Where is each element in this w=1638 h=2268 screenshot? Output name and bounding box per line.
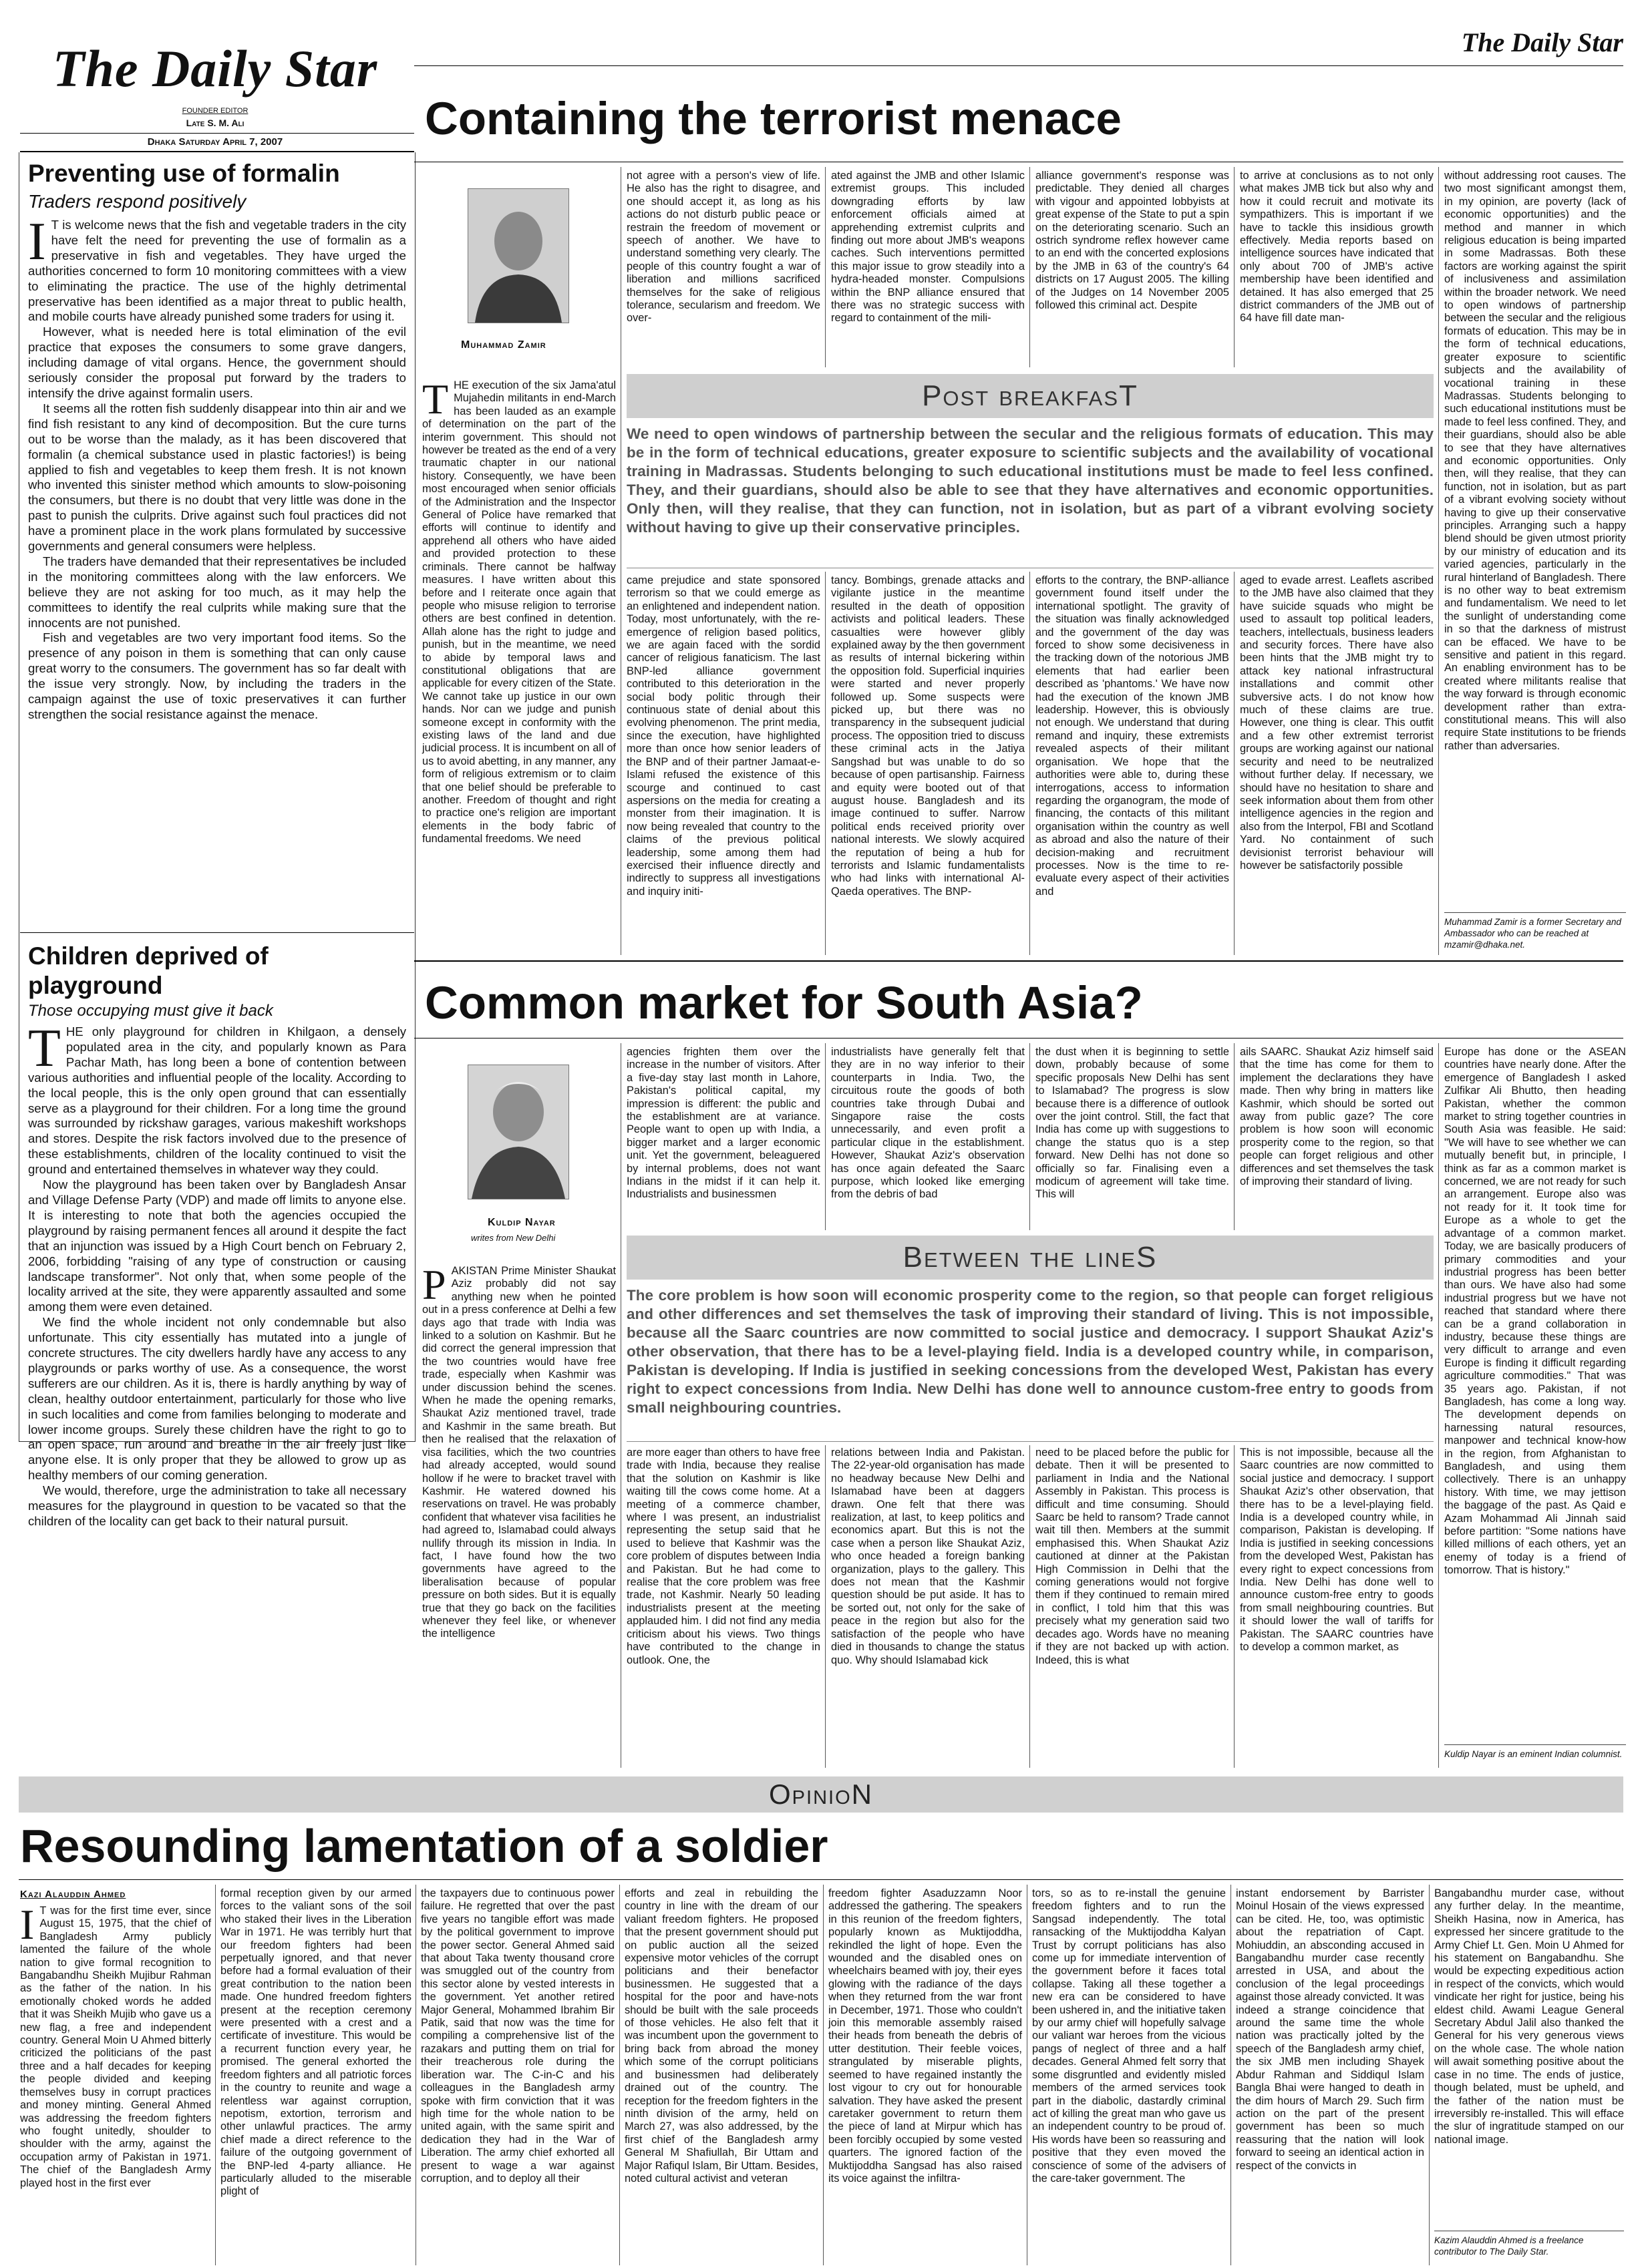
article1-col5-top	[1240, 170, 1434, 367]
paragraph: T is welcome news that the fish and vegetable traders in the city have felt the need for preventing the use of formalin as a preservative in fish and vegetables. They have urged the authorities concerned to form 10 monitoring committees with a view to eliminating the practice. The use of the highly detrimental preservative has been identified as a major threat to public health, and mobile courts have already punished some traders for using it.	[28, 218, 406, 324]
paragraph: We find the whole incident not only condemnable but also unfortunate. This city essentially has mutated into a jungle of concrete structures. The city dwellers hardly have any access to any playgrounds or parks worthy of use. As a consequence, the worst sufferers are our children. As it is, there is hardly anything by way of clean, healthy outdoor entertainment, particularly for those who live in such localities and come from families belonging to moderate and lower income groups. Surely these children have the right to go to an open space, run around and breathe in the air freely just like anyone else. It is only proper that they be allowed to grow up as healthy members of our coming generation.	[28, 1315, 406, 1483]
paragraph: We would, therefore, urge the administration to take all necessary measures for the playground in question to be vacated so that the children of the locality can get back to their natural pursuit.	[28, 1483, 406, 1528]
article2-title: Common market for South Asia?	[425, 977, 1143, 1028]
article3-author: Kazi Alauddin Ahmed	[20, 1889, 126, 1900]
article2-footnote: Kuldip Nayar is an eminent Indian columnist.	[1444, 1749, 1623, 1759]
article1-pullquote: We need to open windows of partnership between the secular and the religious formats of education. This may be in the form of technical educations, greater exposure to scientific subjects and the availability of vocational training in Madrassas. Students belonging to such educational institutions must be made to feel less confined. They, and their guardians, should also be able to see that they have alternatives and economic opportunities. Only then, will they realise, that they can function, not in isolation, but as part of a vibrant evolving society without having to give up their conservative principles.	[627, 425, 1434, 536]
author-photo	[468, 1065, 569, 1199]
article1-col3-bot	[831, 574, 1025, 954]
paragraph: However, what is needed here is total elimination of the evil practice that exposes the consumers to some grave dangers, including damage of vital organs. Hence, the government should seriously consider the proposal put forward by the traders to intensify the drive against formalin users.	[28, 325, 406, 400]
article3-col3	[421, 1887, 615, 2263]
article2-col3-bot	[831, 1447, 1025, 1766]
paragraph: industrialists have generally felt that they are in no way inferior to their counterparts in India. Two, the circuitous route the goods of both countries take through Dubai and Singapore raise the costs unnecessarily, and even profit a particular clique in the establishment. However, Shaukat Aziz's observation has once again defeated the Saarc purpose, which looked like emerging from the debris of bad	[831, 1046, 1025, 1201]
paragraph: ated against the JMB and other Islamic extremist groups. This included downgrading efforts by law enforcement officials aimed at apprehending extremist culprits and finding out more about JMB's weapons caches. Such interventions permitted this major issue to grow steadily into a hydra-headed monster. Compulsions within the BNP alliance ensured that there was no strategic success with regard to containment of the mili-	[831, 170, 1025, 325]
article3-col5	[828, 1887, 1022, 2263]
article1-col4-bot	[1035, 574, 1229, 954]
masthead-logo-small: The Daily Star	[1461, 27, 1623, 57]
article1-col6	[1444, 170, 1626, 904]
article3-col7	[1236, 1887, 1424, 2263]
article2-col4-top	[1035, 1046, 1229, 1229]
opinion-label: OpinioN	[769, 1778, 873, 1810]
editorial1-subtitle: Traders respond positively	[28, 191, 247, 212]
dropcap: P	[422, 1261, 446, 1308]
editorial2-body	[28, 1019, 406, 1528]
article1-col3-top	[831, 170, 1025, 367]
article1-col4-top	[1035, 170, 1229, 367]
paragraph: relations between India and Pakistan. The 22-year-old organisation has made no headway because New Delhi and Islamabad have been at daggers drawn. One felt that there was realization, at last, to keep politics and economics apart. But this is not the case when a person like Shaukat Aziz, who once headed a foreign banking organization, plays to the gallery. This does not mean that the Kashmir question should be put aside. It has to be sorted out, not only for the sake of peace in the region but also for the satisfaction of the people who have died in thousands to change the status quo. Why should Islamabad kick	[831, 1447, 1025, 1666]
author-photo	[468, 188, 569, 323]
paragraph: the taxpayers due to continuous power failure. He regretted that over the past five years no tangible effort was made by the political government to improve the power sector. General Ahmed said that about Taka twenty thousand crore was smuggled out of the country from this sector alone by vested interests in the government. Yet another retired Major General, Mohammed Ibrahim Bir Patik, said that now was the time for compiling a comprehensive list of the razakars and putting them on trial for their treacherous role during the liberation war. The C-in-C and his colleagues in the Bangladesh army spoke with firm conviction that it was high time for the whole nation to be united again, with the same spirit and dedication they had in the War of Liberation. The army chief exhorted all present to wage a war against corruption, and to deploy all their	[421, 1887, 615, 2185]
article2-author: Kuldip Nayar	[488, 1217, 556, 1228]
article3-col2	[220, 1887, 412, 2263]
paragraph: AKISTAN Prime Minister Shaukat Aziz probably did not say anything new when he pointed out in a press conference at Delhi a few days ago that trade with India was linked to a solution on Kashmir. But he did correct the general impression that the two countries would have free trade, especially when Kashmir was under discussion behind the scenes. When he made the opening remarks, Shaukat Aziz mentioned travel, trade and Kashmir in the same breath. But then he realised that the relaxation of visa facilities, which the two countries had already accepted, would sound hollow if he were to bracket travel with Kashmir. He watered downed his reservations on travel. He was probably confident that whatever visa facilities he had agreed to, Islamabad could always nullify through its mission in India. In fact, I have found how the two governments have agreed to the liberalisation because of popular pressure on both sides. But it is equally true that they go back on the facilities whenever they feel like, or whenever the intelligence	[422, 1265, 616, 1640]
article2-col3-top	[831, 1046, 1025, 1229]
paragraph: HE execution of the six Jama'atul Mujahedin militants in end-March has been lauded as an example of determination on the part of the interim government. This should not however be treated as the end of a very traumatic chapter in our national history. Consequently, we have been most encouraged when senior officials of the Administration and the Inspector General of Police have remarked that efforts will continue to identify and apprehend all others who have aided and provided protection to these criminals. There cannot be halfway measures. I have written about this before and I reiterate once again that people who misuse religion to terrorise others are best confined in detention. Allah alone has the right to judge and punish, but in the meantime, we need to abide by temporal laws and constitutional obligations that are applicable for every citizen of the State. We cannot take up justice in our own hands. Nor can we judge and punish someone except in conformity with the existing laws of the land and due judicial process. It is incumbent on all of us to avoid abetting, in any manner, any form of religious extremism or to claim that one belief should be preferable to another. Freedom of thought and right to practice one's religion are important elements in the body fabric of fundamental freedoms. We need	[422, 379, 616, 845]
paragraph: the dust when it is beginning to settle down, probably because of some specific proposals New Delhi has sent to Islamabad? The progress is slow because there is a difference of outlook over the joint control. Still, the fact that India has come up with suggestions to change the status quo is a step forward. New Delhi has not done so officially so far. Finalising even a modicum of agreement will take time. This will	[1035, 1046, 1229, 1201]
paragraph: need to be placed before the public for debate. Then it will be presented to parliament in India and the National Assembly in Pakistan. This process is difficult and time consuming. Should Saarc be held to ransom? Trade cannot wait till then. Members at the summit emphasised this. When Shaukat Aziz cautioned at dinner at the Pakistan High Commission in Delhi that the coming generations would not forgive them if they continued to remain mired in conflict, I told him that this was precisely what my generation said two decades ago. Words have no meaning if they are not backed up with action. Indeed, this is what	[1035, 1447, 1229, 1666]
between-the-lines-banner	[627, 1236, 1434, 1280]
article1-col2-top	[627, 170, 820, 367]
article1-author: Muhammad Zamir	[461, 339, 546, 351]
article2-col2-bot	[627, 1447, 820, 1766]
paragraph: freedom fighter Asaduzzamn Noor addressed the gathering. The speakers in this reunion of the freedom fighters, popularly known as Muktijoddha, rekindled the light of hope. Even the wounded and the disabled ones on wheelchairs beamed with joy, their eyes glowing with the radiance of the days when they returned from the war front in December, 1971. Those who couldn't join this memorable assembly raised their heads from beneath the debris of utter destitution. Their feeble voices, strangulated by miserable plights, seemed to have regained instantly the lost vigour to cry out for honourable salvation. They have asked the present caretaker government to return them the piece of land at Mirpur which has been forcibly occupied by some vested quarters. The ignored faction of the Muktijoddha Sangsad has also raised its voice against the infiltra-	[828, 1887, 1022, 2185]
article3-title: Resounding lamentation of a soldier	[20, 1820, 828, 1872]
paragraph: alliance government's response was predictable. They denied all charges with vigour and appointed lobbyists at great expense of the State to put a spin on the deteriorating scenario. Such an ostrich syndrome reflex however came to an end with the concerted explosions by the JMB in 63 of the country's 64 districts on 17 August 2005. The killing of the Judges on 14 November 2005 followed this criminal act. Despite	[1035, 170, 1229, 312]
dateline: Dhaka Saturday April 7, 2007	[147, 136, 283, 148]
paragraph: Bangabandhu murder case, without any further delay. In the meantime, Sheikh Hasina, now in America, has expressed her sincere gratitude to the Army Chief Lt. Gen. Moin U Ahmed for his statement on Bangabandhu. She would be expecting expeditious action in respect of the convicts, which would vindicate her right for justice, being his eldest child. Awami League General Secretary Abdul Jalil also thanked the General for his very generous views on the whole case. The whole nation will await something positive about the case in no time. The ends of justice, though belated, must be upheld, and the father of the nation must be irreversibly re-installed. This will efface the slur of ingratitude stamped on our national image.	[1434, 1887, 1624, 2146]
article2-col5-bot	[1240, 1447, 1434, 1766]
article3-col1	[20, 1901, 211, 2263]
article2-col6	[1444, 1046, 1626, 1740]
dropcap: T	[422, 375, 449, 423]
paragraph: not agree with a person's view of life. He also has the right to disagree, and one should accept it, as long as his actions do not disturb public peace or restrain the freedom of movement or speech of another. We have to understand something very clearly. The people of this country fought a war of liberation and millions sacrificed themselves for the sake of religious tolerance, secularism and freedom. We over-	[627, 170, 820, 325]
paragraph: Fish and vegetables are two very important food items. So the presence of any poison in them is something that can only cause great worry to the consumers. The government has so far dealt with the issue very strongly. Now, by including the traders in the campaign against the use of toxic preservatives it can further strengthen the social resistance against the menace.	[28, 630, 406, 721]
post-breakfast-label: Post breakfasT	[922, 379, 1138, 412]
paragraph: came prejudice and state sponsored terrorism so that we could emerge as an enlightened and independent nation. Today, most unfortunately, with the re-emergence of religion based politics, we are again faced with the sordid cancer of religious fanaticism. The last BNP-led alliance government contributed to this deterioration in the social body politic through their continuous state of denial about this evolving phenomenon. The print media, since the execution, have highlighted more than once how senior leaders of the BNP and of their partner Jamaat-e-Islami refused the existence of this scourge and continued to cast aspersions on the media for creating a monster from their imagination. It is now being revealed that country to the claims of the previous political leadership, some among them had exercised their influence directly and indirectly to suppress all investigations and inquiry initi-	[627, 574, 820, 898]
paragraph: are more eager than others to have free trade with India, because they realise that the solution on Kashmir is like waiting till the cows come home. At a meeting of a commerce chamber, where I was present, an industrialist representing the setup said that he used to believe that Kashmir was the core problem of disputes between India and Pakistan. But he had come to realise that the core problem was free trade, not Kashmir. Nearly 50 leading industrialists present at the meeting applauded him. I did not find any media criticism about his views. Two things have contributed to the change in outlook. One, the	[627, 1447, 820, 1666]
opinion-banner	[19, 1776, 1623, 1813]
article2-col5-top	[1240, 1046, 1434, 1229]
paragraph: ails SAARC. Shaukat Aziz himself said that the time has come for them to implement the declarations they have made. Then why bring in matters like Kashmir, which should be sorted out away from public gaze? The core problem is how soon will economic prosperity come to the region, so that people can forget religious and other differences and set themselves the task of improving their standard of living.	[1240, 1046, 1434, 1188]
article2-pullquote: The core problem is how soon will economic prosperity come to the region, so that people can forget religious and other differences and set themselves the task of improving their standard of living. This is not impossible, because all the Saarc countries are now committed to social justice and democracy. I support Shaukat Aziz's other observation, that there has to be a level-playing field. India is a developed country while, in comparison, Pakistan is developing. If India is justified in seeking concessions from the developed West, Pakistan has every right to expect concessions from India. New Delhi has done well to announce custom-free entry to goods from small neighbouring countries.	[627, 1287, 1434, 1416]
paragraph: formal reception given by our armed forces to the valiant sons of the soil who staked their lives in the Liberation War in 1971. He was terribly hurt that our freedom fighters had been perpetually ignored, and that never before had a formal evaluation of their great contribution to the nation been made. One hundred freedom fighters present at the reception ceremony were presented with a crest and a certificate of investiture. This would be a recurrent function every year, he promised. The general exhorted the freedom fighters and all patriotic forces in the country to reunite and wage a relentless war against corruption, nepotism, extortion, terrorism and other unlawful practices. The army chief made a direct reference to the failure of the outgoing government of the BNP-led 4-party alliance. He particularly alluded to the miserable plight of	[220, 1887, 412, 2198]
paragraph: agencies frighten them over the increase in the number of visitors. After a five-day stay last month in Lahore, Pakistan's political capital, my impression is different: the public and the establishment are at variance. People want to open up with India, a bigger market and a larger economic unit. Yet the government, beleaguered by internal problems, does not want Indians in the midst if it can help it. Industrialists and businessmen	[627, 1046, 820, 1201]
paragraph: tancy. Bombings, grenade attacks and vigilante justice in the meantime resulted in the death of opposition activists and political leaders. These casualties were however glibly explained away by the then government as results of internal bickering within the opposition fold. Superficial inquiries were started and never properly followed up. Some suspects were picked up, but there was no transparency in the subsequent judicial process. The opposition tried to discuss these criminal acts in the Jatiya Sangshad but was unable to do so because of open partisanship. Fairness and equity were booted out of that august house. Bangladesh and its image continued to suffer. Narrow political ends received priority over national interests. We slowly acquired the reputation of being a hub for terrorists and Islamic fundamentalists who had links with international Al-Qaeda operatives. The BNP-	[831, 574, 1025, 898]
paragraph: efforts to the contrary, the BNP-alliance government found itself under the international spotlight. The gravity of the situation was finally acknowledged and the government of the day was forced to show some decisiveness in the tracking down of the notorious JMB elements that had earlier been described as 'phantoms.' We have now had the execution of the known JMB leadership. However, this is obviously not enough. We understand that during remand and inquiry, these extremists revealed aspects of their militant organisation. We hope that the authorities were able to, during these interrogations, access to information regarding the organogram, the mode of financing, the contacts of this militant organisation within the country as well as abroad and also the nature of their decision-making and recruitment processes. Now is the time to re-evaluate every aspect of their activities and	[1035, 574, 1229, 898]
article2-col2-top	[627, 1046, 820, 1229]
dropcap: I	[28, 212, 46, 271]
editorial2-subtitle: Those occupying must give it back	[28, 1002, 273, 1020]
dropcap: T	[28, 1019, 61, 1078]
article1-col5-bot	[1240, 574, 1434, 954]
article1-col2-bot	[627, 574, 820, 954]
founder-name: Late S. M. Ali	[186, 118, 244, 128]
article3-footnote: Kazim Alauddin Ahmed is a freelance contributor to The Daily Star.	[1434, 2235, 1584, 2257]
masthead-logo: The Daily Star	[52, 39, 378, 98]
paragraph: This is not impossible, because all the Saarc countries are now committed to social justice and democracy. I support Shaukat Aziz's other observation, that there has to be a level-playing field. India is a developed country while, in comparison, Pakistan is developing. If India is justified in seeking concessions from the developed West, Pakistan has every right to expect concessions from India. New Delhi has done well to announce custom-free entry to goods from small neighbouring countries. But it should lower the wall of tariffs for Pakistan. The SAARC countries have to develop a common market, as	[1240, 1447, 1434, 1654]
editorial1-body	[28, 212, 406, 867]
article3-col6	[1032, 1887, 1226, 2263]
article3-col8	[1434, 1887, 1624, 2215]
article2-author-note: writes from New Delhi	[471, 1233, 556, 1243]
paragraph: tors, so as to re-install the genuine freedom fighters and to run the Sangsad independently. The total ransacking of the Muktijoddha Kalyan Trust by corrupt politicians has also come up for immediate intervention of the government before it faces total collapse. Taking all these together a new era can be considered to have been ushered in, and the initiative taken by our army chief will hopefully salvage our valiant war heroes from the vicious pangs of neglect of three and a half decades. General Ahmed felt sorry that some disgruntled and evidently misled members of the armed services took part in the diabolic, dastardly criminal act of killing the great man who gave us an independent country to be proud of. His words have been so reassuring and positive that they even moved the conscience of some of the advisers of the care-taker government. The	[1032, 1887, 1226, 2185]
editorial1-title: Preventing use of formalin	[28, 160, 340, 187]
article2-col1	[422, 1261, 616, 1766]
editorial2-title: Children deprived of playground	[28, 942, 269, 999]
article3-col4	[625, 1887, 818, 2263]
article1-footnote: Muhammad Zamir is a former Secretary and Ambassador who can be reached at mzamir@dhaka.net.	[1444, 917, 1621, 950]
paragraph: aged to evade arrest. Leaflets ascribed to the JMB have also claimed that they have suicide squads who might be used to assault top political leaders, teachers, intellectuals, business leaders and security forces. There have also been hints that the JMB might try to attack key national infrastructural installations and commit other subversive acts. I do not know how much of these claims are true. However, one thing is clear. This outfit and a few other extremist terrorist groups are working against our national security and need to be neutralized without further delay. If necessary, we should have no hesitation to share and seek information about them from other intelligence agencies in the region and also from the Interpol, FBI and Scotland Yard. No containment of such devisionist terrorist behaviour will however be satisfactorily possible	[1240, 574, 1434, 872]
paragraph: instant endorsement by Barrister Moinul Hosain of the views expressed can be cited. He, too, was optimistic about the repatriation of Capt. Mohiuddin, an absconding accused in Bangabandhu murder case recently arrested in USA, and about the conclusion of the legal proceedings against those already convicted. It was indeed a strange coincidence that around the same time the whole nation was practically jolted by the speech of the Bangladesh army chief, the six JMB men including Shayek Abdur Rahman and Siddiqul Islam Bangla Bhai were hanged to death in the dim hours of March 29. Such firm action on the part of the present government has been so much reassuring that the nation will look forward to seeing an identical action in respect of the convicts in	[1236, 1887, 1424, 2172]
paragraph: efforts and zeal in rebuilding the country in line with the dream of our valiant freedom fighters. He proposed that the present government should put on public auction all the seized expensive motor vehicles of the corrupt politicians and their benefactor businessmen. He suggested that a hospital for the poor and have-nots should be built with the sale proceeds of those vehicles. He also felt that it was incumbent upon the government to bring back from abroad the money which some of the corrupt politicians and businessmen had deliberately drained out of the country. The reception for the freedom fighters in the ninth division of the army, held on March 27, was also addressed, by the first chief of the Bangladesh army General M Shafiullah, Bir Uttam and Major Rafiqul Islam, Bir Uttam. Besides, noted cultural activist and veteran	[625, 1887, 818, 2185]
paragraph: without addressing root causes. The two most significant amongst them, in my opinion, are poverty (lack of economic opportunities) and the method and manner in which religious education is being imparted in some Madrassas. Both these factors are working against the spirit of inclusiveness and assimilation within the broader network. We need to open windows of partnership between the secular and the religious formats of education. This may be in the form of technical educations, greater exposure to scientific subjects and the availability of vocational training in these Madrassas. Students belonging to such educational institutions must be made to feel less confined. They, and their guardians, should also be able to see that they have alternatives and economic opportunities. Only then, will they realise, that they can function, not in isolation, but as part of a vibrant evolving society without having to give up their conservative principles. Arranging such a happy blend should be given utmost priority by our ministry of education and its varied agencies, particularly in the rural hinterland of Bangladesh. There is no other way to beat extremism and fundamentalism. We need to let the sunlight of understanding come in so that the darkness of mistrust can be effaced. We have to be sensitive and patient in this regard. An enabling environment has to be created where militants realise that the way forward is through economic development rather than extra-constitutional means. This will also require State institutions to be friends rather than adversaries.	[1444, 170, 1626, 752]
article1-title: Containing the terrorist menace	[425, 93, 1122, 144]
paragraph: It seems all the rotten fish suddenly disappear into thin air and we find fish resistant to any kind of decomposition. But the cure turns out to be worse than the malady, as it has been discovered that formalin (a chemical substance used in plastic factories!) is being applied to fish and vegetables to keep them fresh. It is not known who invented this sinister method which amounts to slow-poisoning the consumers, but there is no doubt that very little was done in the past to punish the culprits. Drive against such foul practices did not have a prominent place in the work plans formulated by successive governments and general consumers were helpless.	[28, 401, 406, 554]
founder-label: FOUNDER EDITOR	[182, 107, 249, 115]
article2-col4-bot	[1035, 1447, 1229, 1766]
paragraph: Europe has done or the ASEAN countries have nearly done. After the emergence of Bangladesh I asked Zulfikar Ali Bhutto, then heading Pakistan, whether the common market to string together countries in South Asia was feasible. He said: "We will have to see whether we can mutually benefit but, in principle, I think as far as a common market is concerned, we are not ready for such an arrangement. Europe also was not ready for it. It took time for Europe as a whole to get the advantage of a common market. Today, we are basically producers of primary commodities and your industrial progress has been better than ours. We have also had some industrial progress but we have not reached that standard where there can be a grand collaboration in industry, because these things are very difficult to arrange and even Europe is finding it difficult regarding agriculture commodities." That was 35 years ago. Pakistan, if not Bangladesh, has come a long way. The development depends on harnessing natural resources, manpower and technical know-how in the region, from Afghanistan to Bangladesh, and using them collectively. There is an unhappy history. With time, we may jettison the baggage of the past. As Qaid e Azam Mohammad Ali Jinnah said before partition: "Some nations have killed millions of each others, yet an enemy of today is a friend of tomorrow. That is history."	[1444, 1046, 1626, 1577]
dropcap: I	[20, 1901, 35, 1948]
paragraph: T was for the first time ever, since August 15, 1975, that the chief of Bangladesh Army publicly lamented the failure of the whole nation to give formal recognition to Bangabandhu Sheikh Mujibur Rahman as the father of the nation. In his emotionally choked words he added that it was Sheikh Mujib who gave us a new flag, a free and independent country. General Moin U Ahmed bitterly criticized the politicians of the past three and a half decades for keeping the people divided and keeping themselves busy in corrupt practices and money minting. General Ahmed was addressing the freedom fighters who fought unitedly, shoulder to shoulder with the army, against the occupation army of Pakistan in 1971. The chief of the Bangladesh Army played host in the first ever	[20, 1905, 211, 2189]
article1-col1	[422, 375, 616, 954]
paragraph: to arrive at conclusions as to not only what makes JMB tick but also why and how it could recruit and motivate its sympathizers. This is important if we have to tackle this insidious growth effectively. Media reports based on intelligence sources have indicated that only about 700 of JMB's active membership have been identified and detained. It has also emerged that 25 district commanders of the JMB out of 64 have fill date man-	[1240, 170, 1434, 325]
paragraph: The traders have demanded that their representatives be included in the monitoring committees along with the law enforcers. We believe they are not asking for too much, as it may help the committees to identify the real culprits while making sure that the innocents are not punished.	[28, 554, 406, 630]
between-the-lines-label: Between the lineS	[903, 1241, 1158, 1274]
post-breakfast-banner	[627, 374, 1434, 418]
paragraph: HE only playground for children in Khilgaon, a densely populated area in the city, and popularly known as Para Pachar Math, has long been a bone of contention between various authorities and influential people of the locality. According to the local people, this is the only open ground that can essentially serve as a playground for their children. For a long time the ground was surrounded by rickshaw garages, various makeshift workshops and stores. Despite the risk factors involved due to the presence of these establishments, children of the locality continued to visit the ground and entertained themselves in whatever way they could.	[28, 1024, 406, 1177]
paragraph: Now the playground has been taken over by Bangladesh Ansar and Village Defense Party (VDP) and made off limits to anyone else. It is interesting to note that both the agencies occupied the playground by raising permanent fences all around it despite the fact that an injunction was issued by a High Court bench on February 2, 2006, forbidding "raising of any type of construction or causing landscape transformer". Not only that, when some people of the locality arrived at the site, they were apparently assaulted and some among them were even detained.	[28, 1177, 406, 1314]
